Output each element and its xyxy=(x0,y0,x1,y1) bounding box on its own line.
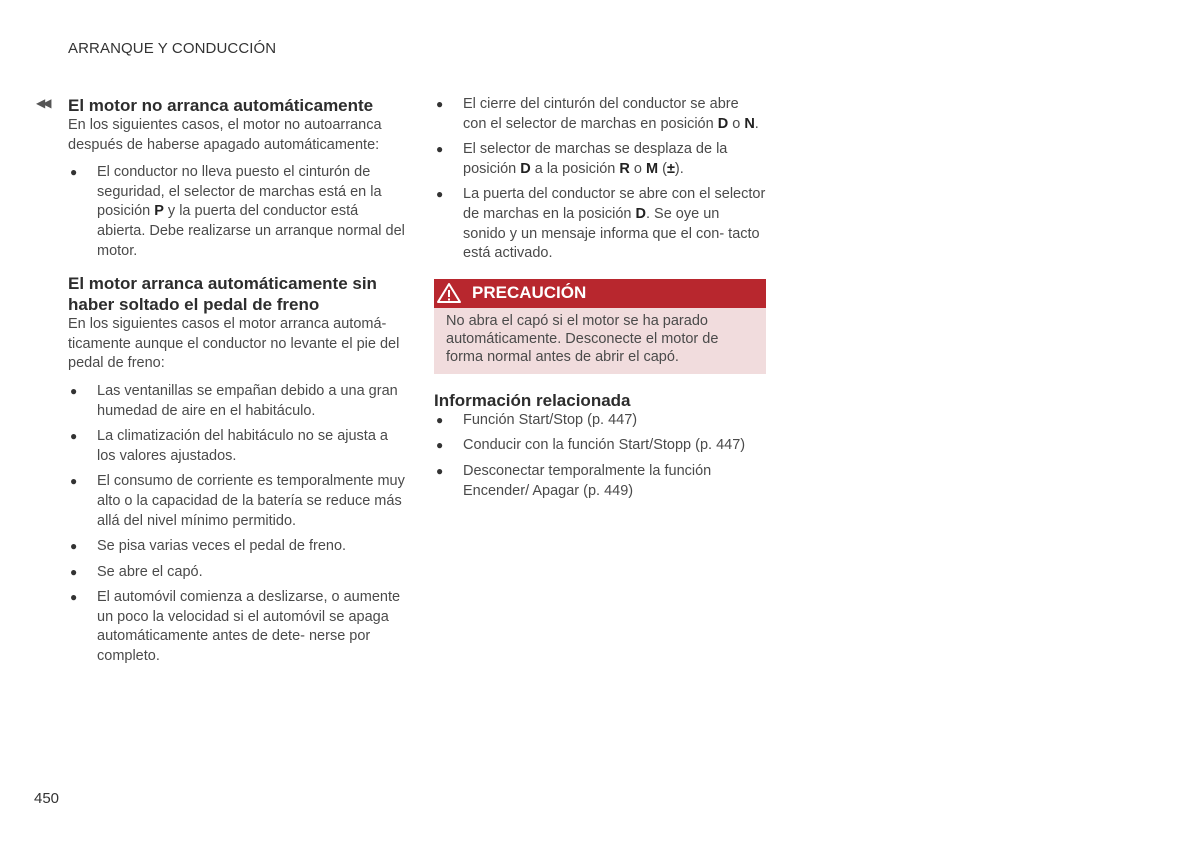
related-link[interactable]: ● Desconectar temporalmente la función Encender/ Apagar (p. 449) xyxy=(436,462,712,499)
list-item: ● El cierre del cinturón del conductor se abre con el selector de marchas en posición D o N. xyxy=(436,96,759,132)
related-link[interactable]: ● Conducir con la función Start/Stopp (p. 447) xyxy=(434,436,766,456)
section2-title: El motor arranca automáticamente sin haber soltado el pedal de freno xyxy=(68,274,377,315)
list-item: ● El selector de marchas se desplaza de la posición D a la posición R o M (±). xyxy=(436,141,728,177)
caution-box xyxy=(434,279,766,374)
bullet-icon: ● xyxy=(70,165,78,180)
section1-title: El motor no arranca automáticamente xyxy=(68,96,374,115)
list-item: ● El consumo de corriente es temporalmente muy alto o la capacidad de la batería se reduce más allá del nivel mínimo permitido. xyxy=(70,473,405,529)
bullet-icon: ● xyxy=(70,383,78,398)
list-item: ● La climatización del habitáculo no se ajusta a los valores ajustados. xyxy=(70,428,388,464)
bullet-icon: ● xyxy=(70,429,78,444)
bullet-icon: ● xyxy=(436,438,444,453)
bullet-icon: ● xyxy=(70,539,78,554)
section2-intro: En los siguientes casos el motor arranca automá- ticamente aunque el conductor no levante el pie del pedal de freno: xyxy=(68,316,400,372)
section1-intro: En los siguientes casos, el motor no autoarranca después de haberse apagado automáticamente: xyxy=(68,117,382,153)
conditions-list xyxy=(434,95,766,264)
left-column xyxy=(68,95,408,673)
list-item: ● Las ventanillas se empañan debido a una gran humedad de aire en el habitáculo. xyxy=(70,382,398,419)
right-column xyxy=(434,95,766,507)
section1-list xyxy=(68,163,408,261)
list-item: ● La puerta del conductor se abre con el selector de marchas en la posición D. Se oye un sonido y un mensaje informa que el con- tacto está activado. xyxy=(436,186,766,262)
caution-title: PRECAUCIÓN xyxy=(472,283,587,303)
bullet-icon: ● xyxy=(70,590,78,605)
caution-text: No abra el capó si el motor se ha parado automáticamente. Desconecte el motor de forma normal antes de abrir el capó. xyxy=(434,308,766,374)
bullet-icon: ● xyxy=(70,564,78,579)
caution-header xyxy=(434,279,766,308)
bullet-icon: ● xyxy=(436,187,444,202)
related-link[interactable]: ● Función Start/Stop (p. 447) xyxy=(434,411,766,431)
bullet-icon: ● xyxy=(436,142,444,157)
list-item: ● Se abre el capó. xyxy=(68,563,408,583)
bullet-icon: ● xyxy=(436,463,444,478)
bullet-icon: ● xyxy=(70,474,78,489)
related-title: Información relacionada xyxy=(434,390,631,410)
bullet-icon: ● xyxy=(436,412,444,427)
related-info xyxy=(434,390,766,501)
bullet-icon: ● xyxy=(436,97,444,111)
warning-triangle-icon xyxy=(436,282,462,304)
related-links xyxy=(434,411,766,501)
page-number: 450 xyxy=(34,790,60,807)
list-item: ● El automóvil comienza a deslizarse, o aumente un poco la velocidad si el automóvil se apaga automáticamente antes de dete- nerse por completo. xyxy=(70,589,401,665)
double-chevron-left-icon: ◀◀ xyxy=(36,96,49,110)
list-item: ● Se pisa varias veces el pedal de freno. xyxy=(68,537,408,557)
section2 xyxy=(68,273,408,667)
list-item: ● El conductor no lleva puesto el cinturón de seguridad, el selector de marchas está en la posición P y la puerta del conductor está abierta. Debe realizarse un arranque normal del motor. xyxy=(70,164,405,259)
section-header: ARRANQUE Y CONDUCCIÓN xyxy=(68,40,277,57)
section2-list xyxy=(68,382,408,667)
